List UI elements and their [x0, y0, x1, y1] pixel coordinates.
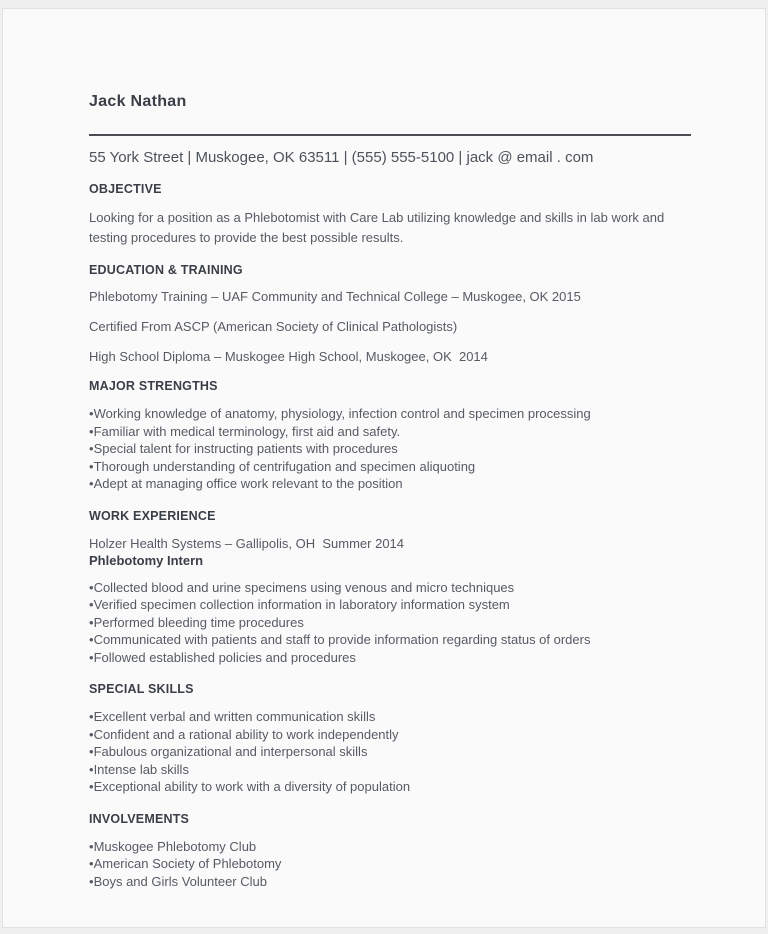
list-item: • Performed bleeding time procedures — [89, 614, 691, 632]
list-item: • Thorough understanding of centrifugation and specimen aliquoting — [89, 458, 691, 476]
list-item: • Confident and a rational ability to work independently — [89, 726, 691, 744]
section-heading-education: EDUCATION & TRAINING — [89, 263, 243, 277]
section-education-training — [89, 263, 691, 365]
list-item: • Muskogee Phlebotomy Club — [89, 838, 691, 856]
contact-line: 55 York Street | Muskogee, OK 63511 | (555) 555-5100 | jack @ email . com — [89, 149, 594, 166]
section-major-strengths — [89, 379, 691, 493]
list-item: • Adept at managing office work relevant to the position — [89, 475, 691, 493]
section-objective — [89, 182, 691, 248]
header-divider — [89, 134, 691, 136]
employer-block — [89, 535, 691, 569]
section-heading-special-skills: SPECIAL SKILLS — [89, 682, 194, 696]
employer-line: Holzer Health Systems – Gallipolis, OH Summer 2014 — [89, 535, 405, 551]
education-line: Certified From ASCP (American Society of Clinical Pathologists) — [89, 319, 458, 334]
education-line: High School Diploma – Muskogee High School, Muskogee, OK 2014 — [89, 349, 488, 364]
list-item: • Collected blood and urine specimens using venous and micro techniques — [89, 579, 691, 597]
list-item: • Boys and Girls Volunteer Club — [89, 873, 691, 891]
section-heading-major-strengths: MAJOR STRENGTHS — [89, 379, 218, 393]
list-item: • Familiar with medical terminology, first aid and safety. — [89, 423, 691, 441]
list-item: • Intense lab skills — [89, 761, 691, 779]
list-item: • Communicated with patients and staff to provide information regarding status of orders — [89, 631, 691, 649]
resume-page — [2, 8, 766, 928]
resume-content — [3, 9, 765, 890]
objective-paragraph: Looking for a position as a Phlebotomist with Care Lab utilizing knowledge and skills in lab work and testing procedures to provide the best possible results. — [89, 210, 668, 245]
education-line: Phlebotomy Training – UAF Community and Technical College – Muskogee, OK 2015 — [89, 289, 581, 304]
section-heading-work-experience: WORK EXPERIENCE — [89, 508, 216, 523]
work-experience-list — [89, 579, 691, 667]
section-work-experience — [89, 509, 691, 667]
list-item: • Working knowledge of anatomy, physiology, infection control and specimen processing — [89, 405, 691, 423]
list-item: • Verified specimen collection information in laboratory information system — [89, 596, 691, 614]
list-item: • Followed established policies and procedures — [89, 649, 691, 667]
involvements-list — [89, 838, 691, 891]
resume-name: Jack Nathan — [89, 93, 187, 110]
section-heading-objective: OBJECTIVE — [89, 182, 162, 196]
job-title: Phlebotomy Intern — [89, 552, 204, 568]
list-item: • Special talent for instructing patients with procedures — [89, 440, 691, 458]
list-item: • American Society of Phlebotomy — [89, 855, 691, 873]
list-item: • Exceptional ability to work with a diversity of population — [89, 778, 691, 796]
section-special-skills — [89, 682, 691, 796]
major-strengths-list — [89, 405, 691, 493]
section-heading-involvements: INVOLVEMENTS — [89, 811, 190, 826]
list-item: • Excellent verbal and written communication skills — [89, 708, 691, 726]
section-involvements — [89, 812, 691, 891]
special-skills-list — [89, 708, 691, 796]
list-item: • Fabulous organizational and interpersonal skills — [89, 743, 691, 761]
